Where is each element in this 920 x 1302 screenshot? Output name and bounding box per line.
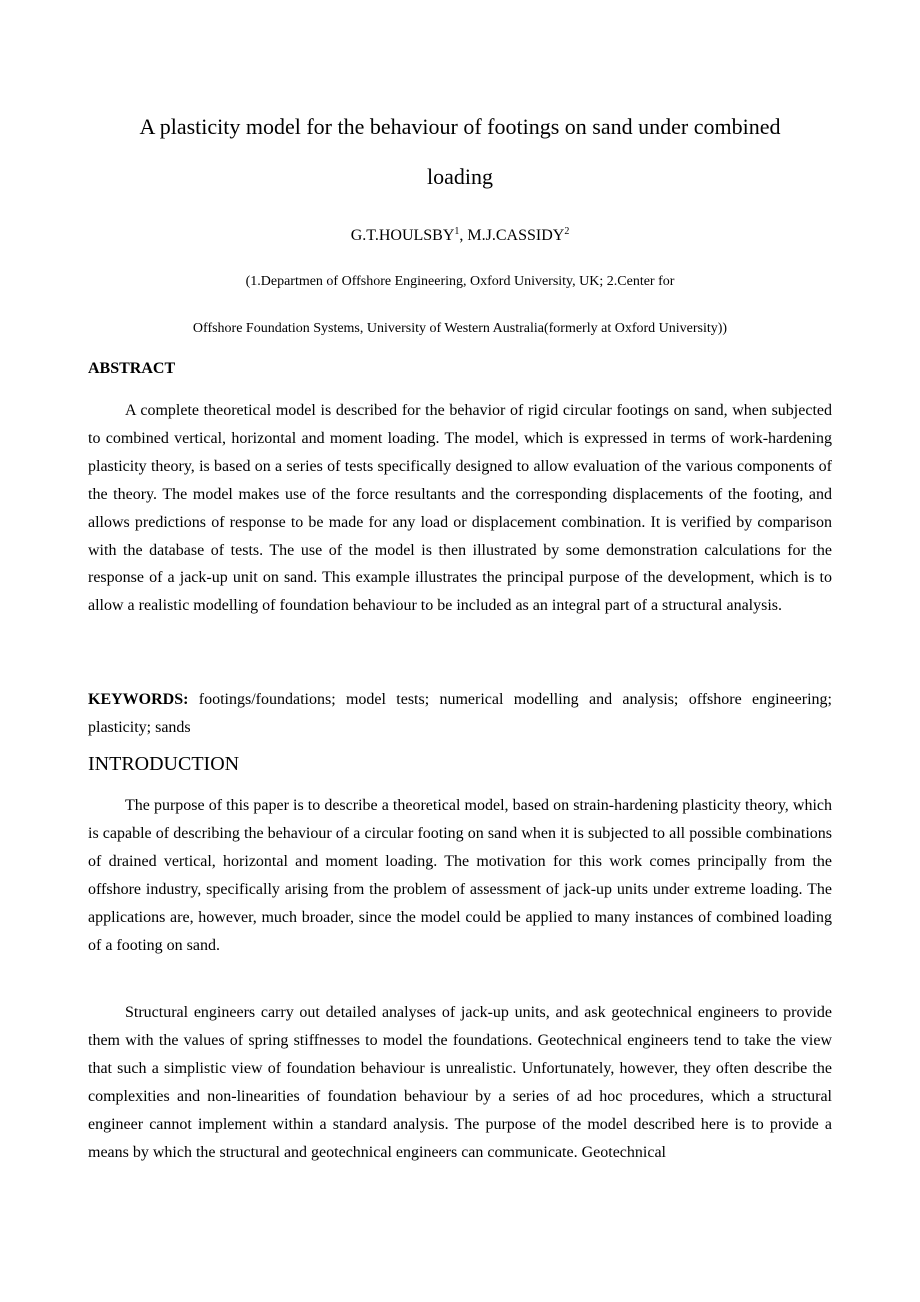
author-2-affiliation-mark: 2	[564, 226, 570, 237]
author-1-name: G.T.HOULSBY	[350, 227, 455, 244]
paper-title-line-2: loading	[427, 164, 493, 189]
abstract-heading: ABSTRACT	[88, 360, 176, 377]
keywords-section	[88, 686, 832, 742]
author-2-name: M.J.CASSIDY	[467, 227, 565, 244]
introduction-paragraph-1: The purpose of this paper is to describe a theoretical model, based on strain-hardening plasticity theory, which is capable of describing the behaviour of a circular footing on sand when it is subjected to all possible combinations of drained vertical, horizontal and moment loading. The motivation for this work comes principally from the offshore industry, specifically arising from the problem of assessment of jack-up units under extreme loading. The applications are, however, much broader, since the model could be applied to many instances of combined loading of a footing on sand.	[88, 797, 832, 954]
introduction-paragraph-2: Structural engineers carry out detailed analyses of jack-up units, and ask geotechnical engineers to provide them with the values of spring stiffnesses to model the foundations. Geotechnical engineers tend to take the view that such a simplistic view of foundation behaviour is unrealistic. Unfortunately, however, they often describe the complexities and non-linearities of foundation behaviour by a series of ad hoc procedures, which a structural engineer cannot implement within a standard analysis. The purpose of the model described here is to provide a means by which the structural and geotechnical engineers can communicate. Geotechnical	[88, 1004, 832, 1161]
affiliation-line-1: (1.Departmen of Offshore Engineering, Oxford University, UK; 2.Center for	[245, 274, 675, 289]
author-list	[88, 226, 832, 246]
abstract-body: A complete theoretical model is described for the behavior of rigid circular footings on sand, when subjected to combined vertical, horizontal and moment loading. The model, which is expressed in terms of work-hardening plasticity theory, is based on a series of tests specifically designed to allow evaluation of the various components of the theory. The model makes use of the force resultants and the corresponding displacements of the footing, and allows predictions of response to be made for any load or displacement combination. It is verified by comparison with the database of tests. The use of the model is then illustrated by some demonstration calculations for the response of a jack-up unit on sand. This example illustrates the principal purpose of the development, which is to allow a realistic modelling of foundation behaviour to be included as an integral part of a structural analysis.	[88, 402, 832, 615]
author-1-affiliation-mark: 1	[454, 226, 460, 237]
introduction-heading: INTRODUCTION	[88, 753, 240, 775]
author-separator: ,	[459, 227, 468, 244]
keywords-label: KEYWORDS:	[88, 691, 189, 708]
paper-title-line-1: A plasticity model for the behaviour of footings on sand under combined	[139, 114, 781, 139]
affiliation-line-2: Offshore Foundation Systems, University of Western Australia(formerly at Oxford University))	[192, 321, 728, 336]
keywords-text: footings/foundations; model tests; numerical modelling and analysis; offshore engineering; plasticity; sands	[88, 691, 832, 736]
